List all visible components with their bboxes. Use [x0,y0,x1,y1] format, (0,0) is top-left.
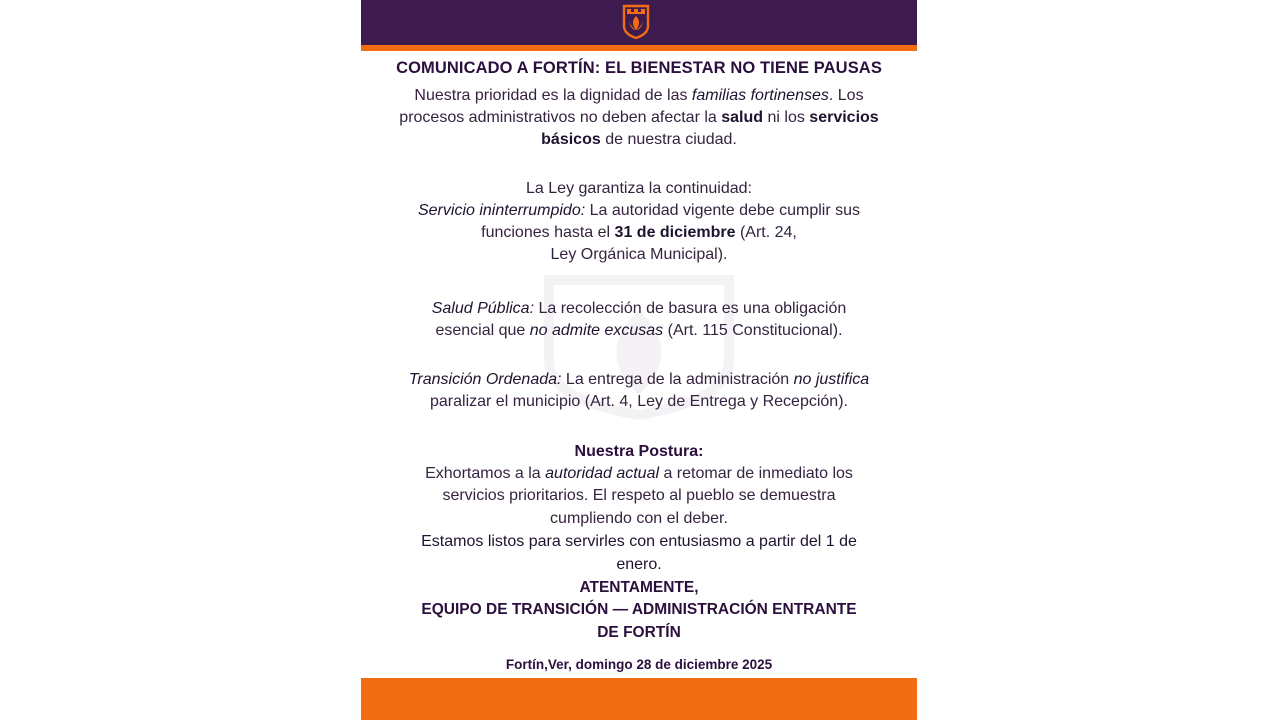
postura-text: Exhortamos a la [425,465,546,482]
law-item-text: La entrega de la administración [561,371,794,388]
law-item-text: esencial que [435,322,530,339]
law-item-text: (Art. 24, [735,224,797,241]
intro-text: . Los [828,87,864,104]
postura-line-4: Estamos listos para servirles con entusiasmo a partir del 1 de [421,533,857,550]
intro-text: ni los [763,109,810,126]
law-item-label: Servicio ininterrumpido: [417,202,586,219]
signature-team: EQUIPO DE TRANSICIÓN — ADMINISTRACIÓN ENTRANTE [421,601,857,618]
date-line: Fortín,Ver, domingo 28 de diciembre 2025 [505,657,773,672]
intro-bold: servicios [809,109,879,126]
shield-crest-icon [622,4,650,40]
law-item-emphasis: no admite excusas [529,322,664,339]
postura-line-1 [361,463,917,485]
intro-line-1 [361,85,917,107]
law-item-3-line-2: paralizar el municipio (Art. 4, Ley de Entrega y Recepción). [430,393,848,410]
postura-line-3: cumpliendo con el deber. [550,510,728,527]
law-item-1-line-3: Ley Orgánica Municipal). [550,246,728,263]
law-heading: La Ley garantiza la continuidad: [526,180,752,197]
law-item-label: Transición Ordenada: [408,371,562,388]
law-item-text: La recolección de basura es una obligación [534,300,847,317]
law-item-emphasis: no justifica [793,371,870,388]
law-item-text: (Art. 115 Constitucional). [663,322,843,339]
law-item-text: La autoridad vigente debe cumplir sus [585,202,861,219]
law-item-1-line-2 [361,222,917,244]
footer-band [361,678,917,720]
intro-text: procesos administrativos no deben afectar la [399,109,722,126]
page-title: COMUNICADO A FORTÍN: EL BIENESTAR NO TIENE PAUSAS [396,59,882,77]
intro-line-2 [361,107,917,129]
postura-text: a retomar de inmediato los [659,465,853,482]
intro-text: de nuestra ciudad. [600,131,737,148]
law-item-1-line-1 [361,200,917,222]
intro-line-3 [361,129,917,151]
postura-emphasis: autoridad actual [545,465,660,482]
law-item-bold: 31 de diciembre [614,224,736,241]
postura-line-2: servicios prioritarios. El respeto al pueblo se demuestra [442,487,836,504]
intro-text: Nuestra prioridad es la dignidad de las [414,87,692,104]
law-item-2-line-2 [361,320,917,342]
postura-line-5: enero. [616,556,662,573]
law-item-label: Salud Pública: [431,300,535,317]
law-item-3-line-1 [361,369,917,391]
communique-document [361,0,917,720]
signature-closing: ATENTAMENTE, [579,579,699,596]
intro-bold: salud [721,109,764,126]
law-item-2-line-1 [361,298,917,320]
law-item-text: funciones hasta el [481,224,615,241]
postura-heading: Nuestra Postura: [574,443,704,460]
intro-emphasis: familias fortinenses [691,87,829,104]
intro-bold: básicos [541,131,601,148]
header-accent-stripe [361,45,917,51]
signature-place: DE FORTÍN [597,624,681,641]
